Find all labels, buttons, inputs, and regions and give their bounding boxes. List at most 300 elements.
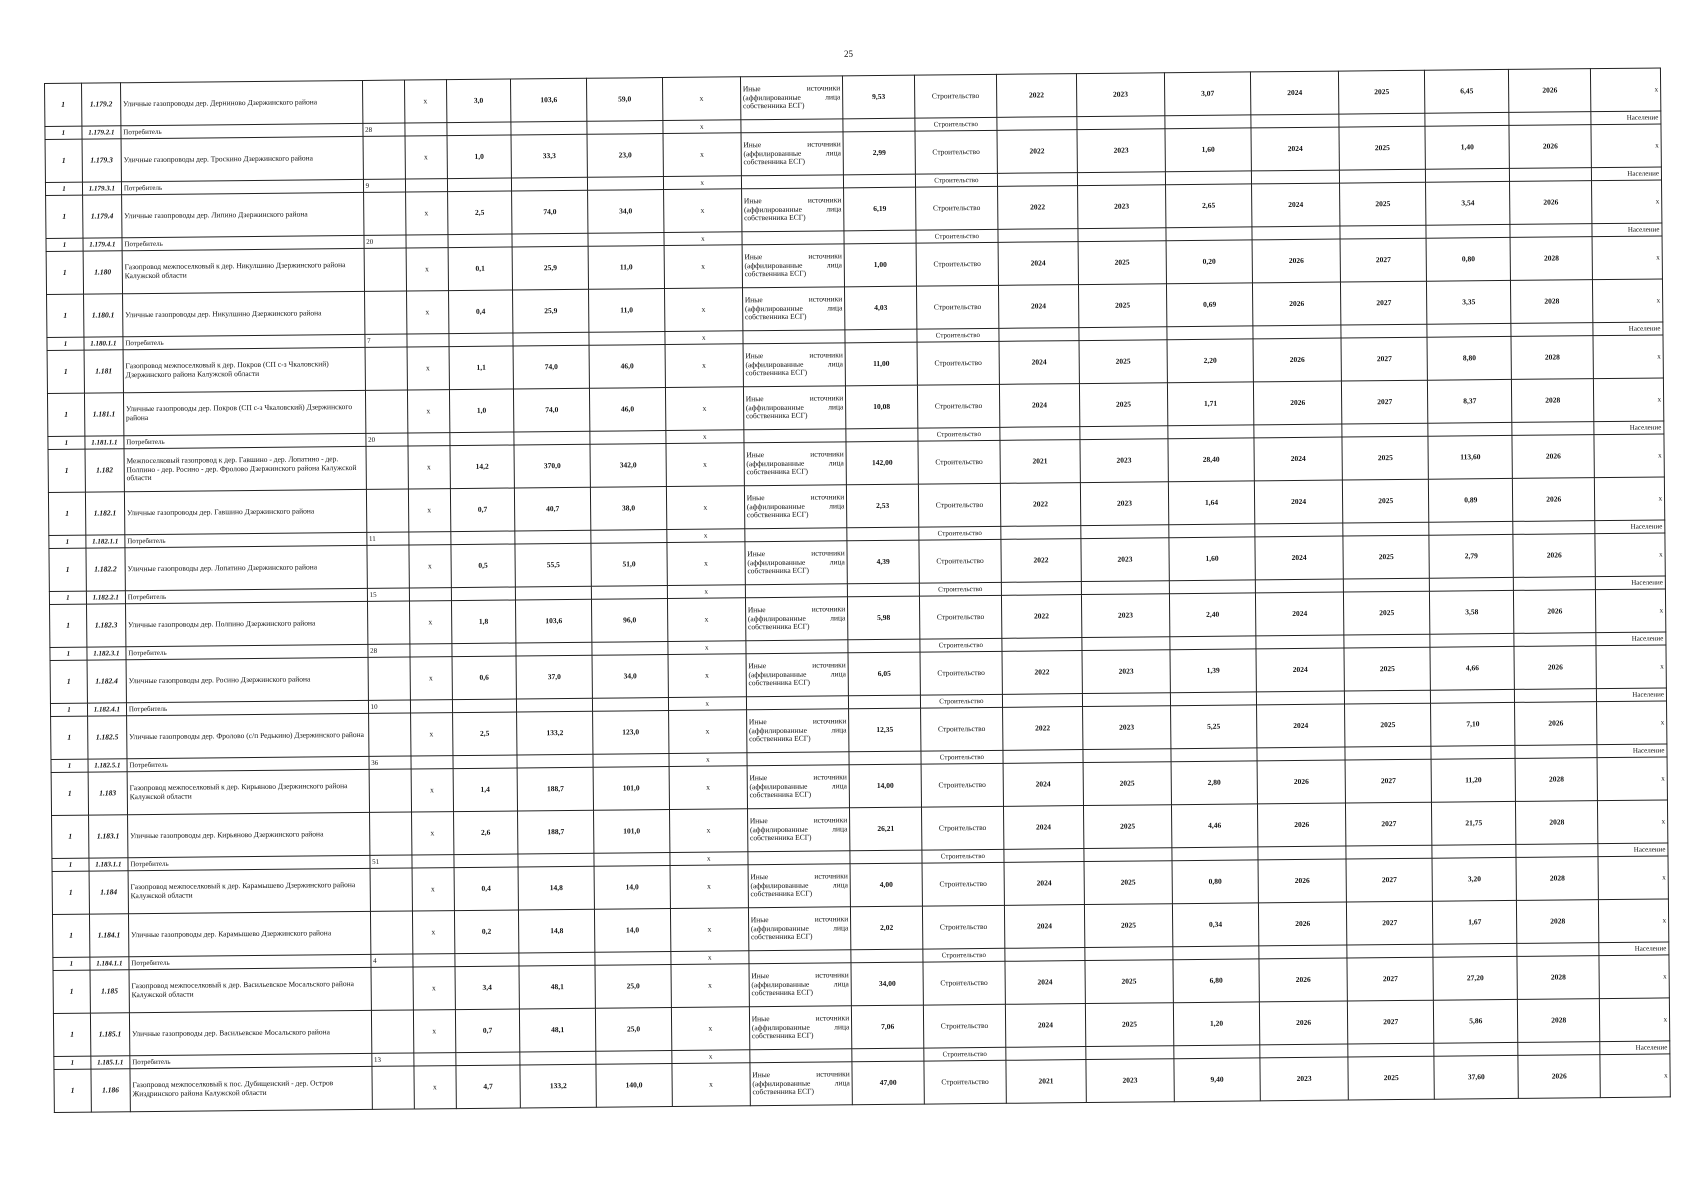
col-x2-cell: x: [667, 598, 745, 642]
stage1-value-cell: [1168, 425, 1254, 439]
length-cell: [448, 234, 513, 248]
consumers-count-cell: [368, 657, 410, 700]
consumer-type-cell: x: [1596, 589, 1666, 633]
year-final-cell: 2026: [1514, 646, 1596, 690]
year-start-cell: [999, 328, 1079, 342]
work-type-cell: Строительство: [920, 694, 1002, 708]
consumer-type-cell: Население: [1600, 1041, 1670, 1055]
consumers-count-cell: 9: [363, 179, 405, 192]
stage1-value-cell: 2,20: [1167, 339, 1253, 383]
consumers-count-cell: [370, 868, 412, 911]
col-x2-cell: x: [670, 908, 748, 952]
name-cell: Уличные газопроводы дер. Полпино Дзержинского района: [125, 601, 367, 646]
stage2-value-cell: 27,20: [1433, 956, 1517, 1000]
year-end2-cell: 2027: [1346, 802, 1432, 846]
year-end2-cell: 2027: [1347, 901, 1433, 945]
consumer-type-cell: x: [1595, 477, 1665, 521]
name-cell: Газопровод межпоселковый к дер. Карамышево Дзержинского района Калужской области: [128, 868, 370, 913]
name-cell: Потребитель: [124, 433, 366, 448]
year-final-cell: 2026: [1512, 435, 1594, 479]
stage1-value-cell: 1,60: [1169, 537, 1255, 581]
consumers-count-cell: [364, 291, 406, 334]
code-cell: 1.183.1: [88, 815, 127, 858]
year-start-cell: 2024: [998, 242, 1078, 286]
name-cell: Потребитель: [128, 855, 370, 870]
length-cell: 14,2: [450, 445, 515, 489]
year-end-cell: 2023: [1080, 439, 1169, 483]
pressure-cell: 46,0: [589, 345, 665, 389]
consumer-type-cell: Население: [1598, 843, 1668, 857]
stage2-value-cell: [1431, 745, 1515, 759]
consumers-count-cell: [369, 812, 411, 855]
name-cell: Газопровод межпоселковый к пос. Дубищенский - дер. Остров Жиздринского района Калужской области: [130, 1066, 372, 1111]
year-start2-cell: 2024: [1250, 71, 1339, 115]
consumers-count-cell: [371, 1010, 413, 1053]
consumers-count-cell: [366, 489, 408, 532]
year-start2-cell: 2026: [1253, 381, 1342, 425]
year-end2-cell: [1339, 113, 1425, 127]
length-cell: [450, 432, 515, 446]
consumers-count-cell: [372, 1066, 414, 1109]
col-x-cell: x: [411, 769, 453, 812]
stage1-value-cell: [1172, 847, 1258, 861]
consumer-type-cell: Население: [1591, 111, 1661, 125]
consumer-type-cell: Население: [1593, 322, 1663, 336]
stage1-value-cell: 1,39: [1170, 649, 1256, 693]
year-start-cell: [1002, 694, 1082, 708]
funding-source-cell: [744, 429, 847, 443]
length-cell: 3,4: [455, 966, 520, 1010]
code-cell: 1.179.3.1: [82, 182, 121, 195]
stage1-value-cell: 6,80: [1173, 959, 1259, 1003]
consumer-type-cell: x: [1597, 701, 1667, 745]
work-type-cell: Строительство: [920, 707, 1002, 751]
year-final-cell: 2028: [1518, 999, 1600, 1043]
year-start2-cell: 2026: [1257, 760, 1346, 804]
year-final-cell: [1513, 521, 1595, 535]
length-cell: 1,0: [447, 135, 512, 179]
year-start-cell: 2024: [999, 341, 1079, 385]
pressure-cell: 11,0: [589, 289, 665, 333]
pressure-cell: 140,0: [596, 1064, 672, 1108]
year-final-cell: [1514, 577, 1596, 591]
year-start2-cell: 2026: [1252, 282, 1341, 326]
code-cell: 1.184: [89, 871, 128, 914]
table-body: [45, 68, 1671, 1112]
stage2-value-cell: [1432, 844, 1516, 858]
pressure-cell: [595, 952, 671, 966]
diameter-cell: 74,0: [513, 345, 589, 389]
consumers-count-cell: [362, 80, 404, 123]
year-start-cell: 2024: [1004, 862, 1084, 906]
col-x2-cell: x: [665, 344, 743, 388]
level-cell: 1: [47, 337, 84, 350]
pressure-cell: [592, 642, 668, 656]
year-end-cell: 2025: [1078, 241, 1167, 285]
gas-pipeline-table-sheet: [44, 67, 1671, 1112]
year-start-cell: 2024: [1003, 806, 1083, 850]
year-end2-cell: 2027: [1341, 337, 1427, 381]
consumers-count-cell: [367, 601, 409, 644]
name-cell: Потребитель: [129, 954, 371, 969]
pressure-cell: [590, 431, 666, 445]
work-type-cell: Строительство: [920, 651, 1002, 695]
col-x2-cell: x: [663, 120, 741, 134]
level-cell: 1: [46, 195, 83, 238]
code-cell: 1.182.3: [86, 604, 125, 647]
consumer-type-cell: x: [1592, 180, 1662, 224]
consumer-type-cell: x: [1593, 335, 1663, 379]
consumers-count-cell: 28: [368, 644, 410, 657]
col-x2-cell: x: [662, 77, 740, 121]
diameter-cell: [514, 431, 590, 445]
year-end2-cell: [1343, 522, 1429, 536]
year-end-cell: 2023: [1077, 129, 1166, 173]
col-x2-cell: x: [671, 964, 749, 1008]
stage1-value-cell: 1,71: [1167, 382, 1253, 426]
stage1-value-cell: [1169, 524, 1255, 538]
diameter-cell: 25,9: [512, 246, 588, 290]
diameter-cell: [511, 121, 587, 135]
diameter-cell: 25,9: [513, 289, 589, 333]
pressure-cell: 11,0: [588, 246, 664, 290]
stage1-value-cell: [1165, 171, 1251, 185]
code-cell: 1.184.1.1: [90, 957, 129, 970]
year-start-cell: 2022: [1001, 595, 1081, 639]
year-end-cell: [1080, 426, 1168, 440]
year-final-cell: 2028: [1511, 336, 1593, 380]
code-cell: 1.183: [88, 772, 127, 815]
length-cell: 1,1: [449, 346, 514, 390]
level-cell: 1: [52, 871, 89, 914]
name-cell: Межпоселковый газопровод к дер. Гавшино - дер. Лопатино - дер. Полпино - дер. Росино - дер. Фролово Дзержинского района Калужской области: [124, 446, 366, 491]
name-cell: Уличные газопроводы дер. Дерниново Дзержинского района: [120, 80, 362, 125]
funding-source-cell: Иные источники (аффилированные лица собственника ЕСГ): [743, 386, 846, 430]
work-type-cell: Строительство: [923, 961, 1005, 1005]
col-x2-cell: x: [668, 697, 746, 711]
col-x2-cell: x: [668, 710, 746, 754]
funding-source-cell: Иные источники (аффилированные лица собственника ЕСГ): [741, 132, 844, 176]
length-cell: [455, 1052, 520, 1066]
year-end2-cell: 2027: [1347, 957, 1433, 1001]
consumers-count-cell: 10: [368, 700, 410, 713]
length-cell: [447, 178, 512, 192]
level-cell: 1: [49, 548, 86, 591]
code-cell: 1.179.2.1: [82, 126, 121, 139]
pressure-cell: 101,0: [593, 767, 669, 811]
work-type-cell: Строительство: [923, 1004, 1005, 1048]
year-start2-cell: [1259, 945, 1347, 959]
cost-cell: [845, 329, 917, 343]
consumer-type-cell: x: [1596, 645, 1666, 689]
cost-cell: 2,53: [847, 484, 919, 528]
consumer-type-cell: Население: [1595, 576, 1665, 590]
year-end-cell: 2025: [1079, 383, 1168, 427]
year-start-cell: 2024: [1005, 961, 1085, 1005]
pressure-cell: 96,0: [591, 599, 667, 643]
pressure-cell: 101,0: [594, 810, 670, 854]
consumer-type-cell: x: [1598, 800, 1668, 844]
col-x-cell: x: [413, 967, 455, 1010]
work-type-cell: Строительство: [923, 948, 1005, 962]
stage2-value-cell: 3,20: [1432, 857, 1516, 901]
year-end-cell: [1084, 848, 1172, 862]
year-end-cell: 2023: [1081, 594, 1170, 638]
stage1-value-cell: 28,40: [1168, 438, 1254, 482]
col-x-cell: x: [409, 601, 451, 644]
year-final-cell: [1510, 224, 1592, 238]
diameter-cell: 74,0: [514, 388, 590, 432]
year-final-cell: 2026: [1510, 181, 1592, 225]
year-start2-cell: 2026: [1257, 803, 1346, 847]
col-x-cell: [410, 700, 452, 713]
year-start-cell: 2022: [997, 186, 1077, 230]
name-cell: Потребитель: [126, 644, 368, 659]
year-start-cell: 2022: [996, 74, 1076, 118]
name-cell: Потребитель: [125, 588, 367, 603]
cost-cell: [843, 118, 915, 132]
length-cell: 0,2: [454, 910, 519, 954]
year-start-cell: [1001, 582, 1081, 596]
year-final-cell: 2026: [1518, 1055, 1600, 1099]
stage2-value-cell: 3,58: [1430, 590, 1514, 634]
work-type-cell: Строительство: [918, 427, 1000, 441]
code-cell: 1.185.1: [90, 1013, 129, 1056]
work-type-cell: Строительство: [924, 1047, 1006, 1061]
name-cell: Потребитель: [122, 235, 364, 250]
code-cell: 1.182.1: [85, 492, 124, 535]
stage2-value-cell: [1429, 521, 1513, 535]
funding-source-cell: Иные источники (аффилированные лица собственника ЕСГ): [747, 765, 850, 809]
year-end-cell: 2025: [1079, 340, 1168, 384]
consumers-count-cell: [363, 192, 405, 235]
consumer-type-cell: x: [1595, 533, 1665, 577]
year-end2-cell: 2027: [1347, 1000, 1433, 1044]
consumer-type-cell: x: [1592, 236, 1662, 280]
code-cell: 1.180.1: [83, 294, 122, 337]
year-end-cell: [1078, 228, 1166, 242]
cost-cell: 6,19: [844, 187, 916, 231]
length-cell: 0,6: [452, 656, 517, 700]
stage1-value-cell: [1171, 748, 1257, 762]
year-end-cell: 2025: [1084, 861, 1173, 905]
pressure-cell: [591, 586, 667, 600]
col-x2-cell: x: [667, 585, 745, 599]
year-end2-cell: [1344, 634, 1430, 648]
year-end2-cell: [1348, 1043, 1434, 1057]
stage2-value-cell: 3,35: [1427, 280, 1511, 324]
name-cell: Потребитель: [130, 1053, 372, 1068]
level-cell: 1: [50, 660, 87, 703]
year-end-cell: 2023: [1077, 185, 1166, 229]
length-cell: [454, 854, 519, 868]
diameter-cell: [520, 1051, 596, 1065]
length-cell: 0,5: [451, 544, 516, 588]
consumer-type-cell: x: [1598, 856, 1668, 900]
level-cell: 1: [53, 957, 90, 970]
year-start-cell: 2024: [998, 285, 1078, 329]
year-start2-cell: 2026: [1259, 958, 1348, 1002]
stage2-value-cell: [1434, 1042, 1518, 1056]
year-final-cell: [1514, 633, 1596, 647]
stage2-value-cell: 1,40: [1425, 125, 1509, 169]
year-final-cell: 2028: [1511, 280, 1593, 324]
pressure-cell: 25,0: [595, 965, 671, 1009]
col-x2-cell: x: [666, 486, 744, 530]
stage2-value-cell: 37,60: [1434, 1055, 1518, 1099]
year-end-cell: 2023: [1080, 482, 1169, 526]
year-start-cell: 2021: [1006, 1060, 1086, 1104]
name-cell: Уличные газопроводы дер. Кирьяново Дзержинского района: [127, 812, 369, 857]
code-cell: 1.182.4: [87, 660, 126, 703]
year-final-cell: [1516, 844, 1598, 858]
cost-cell: [850, 850, 922, 864]
stage1-value-cell: 9,40: [1174, 1058, 1260, 1102]
col-x-cell: x: [409, 545, 451, 588]
col-x2-cell: x: [663, 133, 741, 177]
pressure-cell: [589, 332, 665, 346]
year-start2-cell: [1257, 747, 1345, 761]
work-type-cell: Строительство: [922, 905, 1004, 949]
year-end2-cell: 2025: [1345, 703, 1431, 747]
year-start2-cell: 2024: [1257, 704, 1346, 748]
year-end-cell: [1086, 1046, 1174, 1060]
year-end2-cell: [1345, 746, 1431, 760]
consumer-type-cell: Население: [1592, 223, 1662, 237]
stage2-value-cell: [1426, 224, 1510, 238]
pressure-cell: 123,0: [593, 711, 669, 755]
year-final-cell: 2028: [1517, 900, 1599, 944]
year-end2-cell: [1346, 845, 1432, 859]
funding-source-cell: [743, 330, 846, 344]
year-start-cell: 2022: [997, 130, 1077, 174]
year-end-cell: 2023: [1082, 650, 1171, 694]
consumers-count-cell: [366, 446, 408, 489]
level-cell: 1: [45, 83, 82, 126]
pressure-cell: 342,0: [590, 444, 666, 488]
year-end2-cell: 2027: [1341, 281, 1427, 325]
year-end-cell: 2023: [1086, 1059, 1175, 1103]
code-cell: 1.182.2: [86, 548, 125, 591]
level-cell: 1: [54, 1056, 91, 1069]
work-type-cell: Строительство: [915, 130, 997, 174]
pressure-cell: 38,0: [590, 487, 666, 531]
year-start2-cell: 2026: [1253, 338, 1342, 382]
year-start-cell: [997, 173, 1077, 187]
consumer-type-cell: Население: [1594, 421, 1664, 435]
level-cell: 1: [52, 815, 89, 858]
funding-source-cell: Иные источники (аффилированные лица собственника ЕСГ): [745, 597, 848, 641]
stage2-value-cell: 6,45: [1425, 69, 1509, 113]
code-cell: 1.182.2.1: [86, 591, 125, 604]
stage1-value-cell: [1165, 115, 1251, 129]
funding-source-cell: Иные источники (аффилированные лица собственника ЕСГ): [750, 1062, 853, 1106]
diameter-cell: 55,5: [515, 543, 591, 587]
code-cell: 1.179.4.1: [83, 238, 122, 251]
diameter-cell: 103,6: [511, 78, 587, 122]
name-cell: Уличные газопроводы дер. Карамышево Дзержинского района: [128, 911, 370, 956]
year-final-cell: 2026: [1515, 702, 1597, 746]
level-cell: 1: [52, 914, 89, 957]
year-start2-cell: [1255, 579, 1343, 593]
consumers-count-cell: 15: [367, 588, 409, 601]
stage1-value-cell: [1173, 946, 1259, 960]
col-x-cell: x: [404, 80, 446, 123]
name-cell: Уличные газопроводы дер. Гавшино Дзержинского района: [124, 489, 366, 534]
length-cell: 2,5: [452, 712, 517, 756]
work-type-cell: Строительство: [917, 384, 999, 428]
name-cell: Потребитель: [121, 123, 363, 138]
year-end2-cell: 2025: [1342, 479, 1428, 523]
col-x2-cell: x: [669, 753, 747, 767]
length-cell: 2,5: [447, 191, 512, 235]
code-cell: 1.186: [91, 1069, 130, 1112]
year-start-cell: 2022: [1000, 483, 1080, 527]
consumer-type-cell: x: [1599, 955, 1669, 999]
cost-cell: 2,99: [843, 131, 915, 175]
pressure-cell: [594, 853, 670, 867]
year-final-cell: 2028: [1515, 758, 1597, 802]
year-end2-cell: 2025: [1344, 647, 1430, 691]
level-cell: 1: [45, 126, 82, 139]
diameter-cell: [519, 952, 595, 966]
col-x-cell: x: [410, 713, 452, 756]
stage2-value-cell: 5,86: [1434, 999, 1518, 1043]
year-end2-cell: 2025: [1343, 535, 1429, 579]
cost-cell: [847, 527, 919, 541]
year-start-cell: 2024: [1005, 1004, 1085, 1048]
level-cell: 1: [45, 182, 82, 195]
consumers-count-cell: 13: [371, 1053, 413, 1066]
consumer-type-cell: Население: [1597, 688, 1667, 702]
stage1-value-cell: 1,20: [1173, 1002, 1259, 1046]
col-x-cell: x: [411, 812, 453, 855]
work-type-cell: Строительство: [920, 638, 1002, 652]
pressure-cell: [587, 177, 663, 191]
col-x-cell: x: [406, 248, 448, 291]
year-final-cell: 2028: [1512, 379, 1594, 423]
year-final-cell: [1511, 323, 1593, 337]
cost-cell: [844, 174, 916, 188]
stage2-value-cell: [1427, 323, 1511, 337]
stage1-value-cell: 2,65: [1165, 184, 1251, 228]
level-cell: 1: [51, 716, 88, 759]
col-x2-cell: x: [669, 766, 747, 810]
funding-source-cell: [746, 696, 849, 710]
stage1-value-cell: 5,25: [1170, 705, 1256, 749]
funding-source-cell: [746, 640, 849, 654]
length-cell: 3,0: [446, 79, 511, 123]
stage2-value-cell: [1430, 633, 1514, 647]
year-end-cell: [1083, 749, 1171, 763]
consumer-type-cell: x: [1594, 434, 1664, 478]
diameter-cell: 48,1: [520, 1008, 596, 1052]
col-x-cell: [405, 123, 447, 136]
stage2-value-cell: 113,60: [1428, 435, 1512, 479]
diameter-cell: 14,8: [519, 909, 595, 953]
consumers-count-cell: [368, 713, 410, 756]
funding-source-cell: [749, 950, 852, 964]
name-cell: Газопровод межпоселковый к дер. Никулшино Дзержинского района Калужской области: [122, 248, 364, 293]
name-cell: Уличные газопроводы дер. Никулшино Дзержинского района: [122, 291, 364, 336]
year-start2-cell: 2024: [1255, 536, 1344, 580]
col-x-cell: x: [413, 1010, 455, 1053]
year-final-cell: [1515, 689, 1597, 703]
funding-source-cell: Иные источники (аффилированные лица собственника ЕСГ): [740, 76, 843, 120]
work-type-cell: Строительство: [915, 117, 997, 131]
year-start2-cell: 2024: [1255, 592, 1344, 636]
col-x2-cell: x: [668, 654, 746, 698]
